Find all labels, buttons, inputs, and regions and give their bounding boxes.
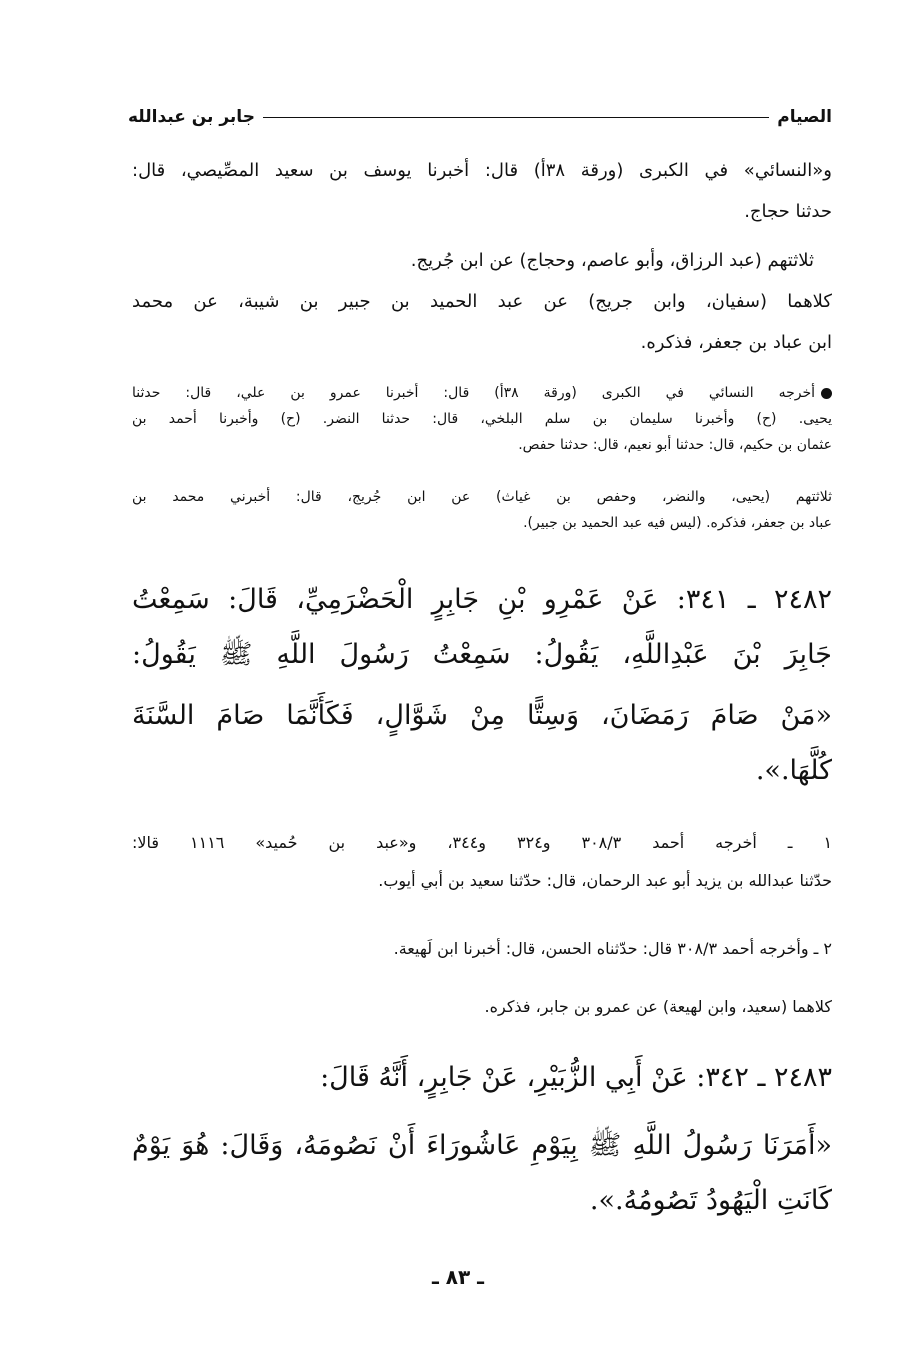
text-line: كلاهما (سعيد، وابن لهيعة) عن عمرو بن جابر، فذكره. <box>484 997 832 1016</box>
text-line: «أَمَرَنَا رَسُولُ اللَّهِ ﷺ بِيَوْمِ عَاشُورَاءَ أَنْ نَصُومَهُ، وَقَالَ: هُوَ يَوْمٌ <box>132 1130 832 1161</box>
text-line: ٢٤٨٢ ـ ٣٤١: عَنْ عَمْرِو بْنِ جَابِرٍ الْحَضْرَمِيِّ، قَالَ: سَمِعْتُ <box>132 584 832 615</box>
text-line: ٢٤٨٣ ـ ٣٤٢: عَنْ أَبِي الزُّبَيْرِ، عَنْ جَابِرٍ، أَنَّهُ قَالَ: <box>320 1062 832 1093</box>
text-line: كُلَّهَا.». <box>755 755 832 786</box>
text-line: أخرجه النسائي في الكبرى (ورقة ٣٨أ) قال: أخبرنا عمرو بن علي، قال: حدثنا <box>132 380 832 406</box>
text-line: ثلاثتهم (عبد الرزاق، وأبو عاصم، وحجاج) عن ابن جُريج. <box>410 250 814 271</box>
takhrij-2 <box>132 930 832 968</box>
paragraph-three-narrators <box>132 240 832 281</box>
text-line: و«النسائي» في الكبرى (ورقة ٣٨أ) قال: أخبرنا يوسف بن سعيد المصِّيصي، قال: <box>132 160 832 181</box>
hadith-2483-matn <box>132 1118 832 1228</box>
paragraph-nasai-chain <box>132 150 832 232</box>
text-line: ٢ ـ وأخرجه أحمد ٣٠٨/٣ قال: حدّثناه الحسن، قال: أخبرنا ابن لَهيعة. <box>393 939 832 958</box>
text-line: يحيى. (ح) وأخبرنا سليمان بن سلم البلخي، قال: حدثنا النضر. (ح) وأخبرنا أحمد بن <box>132 411 832 427</box>
text-line: حدّثنا عبدالله بن يزيد أبو عبد الرحمان، قال: حدّثنا سعيد بن أبي أيوب. <box>378 871 832 890</box>
text-line: ١ ـ أخرجه أحمد ٣٠٨/٣ و٣٢٤ و٣٤٤، و«عبد بن حُميد» ١١١٦ قالا: <box>132 833 833 852</box>
header-rule <box>263 117 769 118</box>
hadith-2482-matn <box>132 688 832 798</box>
text-line: عباد بن جعفر، فذكره. (ليس فيه عبد الحميد بن جبير). <box>523 515 832 531</box>
text-line: ابن عباد بن جعفر، فذكره. <box>640 332 832 353</box>
text-line: عثمان بن حكيم، قال: حدثنا أبو نعيم، قال: حدثنا حفص. <box>518 437 832 453</box>
page-number: ـ ٨٣ ـ <box>431 1265 485 1289</box>
hadith-2483-isnad <box>132 1050 832 1105</box>
text-line: كَانَتِ الْيَهُودُ تَصُومُهُ.». <box>589 1185 832 1216</box>
companion-title: جابر بن عبدالله <box>128 107 255 127</box>
footnote-nasai <box>132 380 832 458</box>
takhrij-3 <box>132 988 832 1026</box>
footnote-three-narrators <box>132 484 832 536</box>
text-line: كلاهما (سفيان، وابن جريج) عن عبد الحميد بن جبير بن شيبة، عن محمد <box>132 291 832 312</box>
chapter-title: الصيام <box>777 107 832 127</box>
bullet-icon <box>821 388 832 399</box>
takhrij-1 <box>132 824 832 900</box>
paragraph-both-narrators <box>132 281 832 363</box>
running-header <box>128 103 832 131</box>
text-line: حدثنا حجاج. <box>744 201 832 222</box>
text-line: ثلاثتهم (يحيى، والنضر، وحفص بن غياث) عن ابن جُريج، قال: أخبرني محمد بن <box>132 489 832 505</box>
hadith-2482-isnad <box>132 572 832 682</box>
text-line: جَابِرَ بْنَ عَبْدِاللَّهِ، يَقُولُ: سَمِعْتُ رَسُولَ اللَّهِ ﷺ يَقُولُ: <box>132 639 832 670</box>
text-line: «مَنْ صَامَ رَمَضَانَ، وَسِتًّا مِنْ شَوَّالٍ، فَكَأَنَّمَا صَامَ السَّنَةَ <box>132 700 832 731</box>
